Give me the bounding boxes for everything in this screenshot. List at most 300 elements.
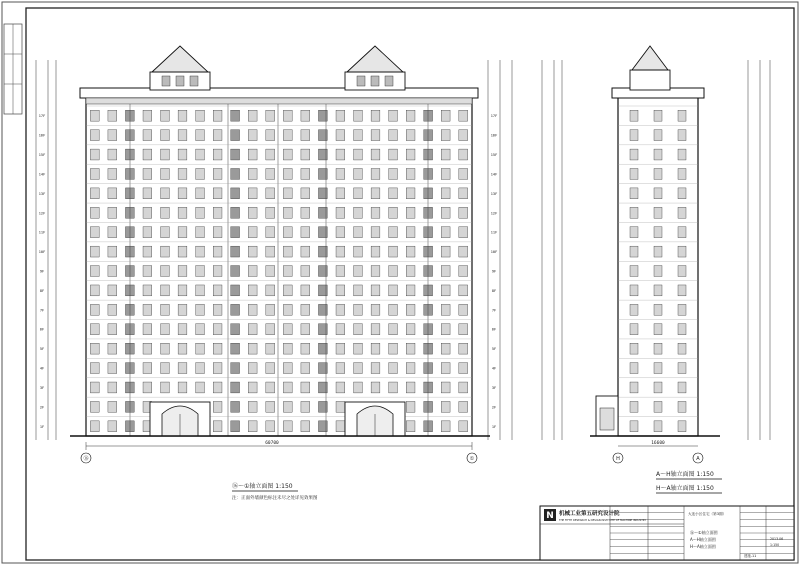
window [90,110,99,121]
floor-label: 11F [38,230,46,235]
window [441,188,450,199]
window [196,343,205,354]
window [678,246,686,257]
window [441,285,450,296]
window [178,363,187,374]
front-roof-tower-left [150,46,210,90]
window [143,363,152,374]
floor-label: 5F [39,347,45,352]
window [266,207,275,218]
window [678,363,686,374]
window [459,304,468,315]
window [336,382,345,393]
window [354,110,363,121]
window [441,149,450,160]
window [213,304,222,315]
window [654,246,662,257]
window [441,207,450,218]
window [336,421,345,432]
window [441,227,450,238]
window [630,266,638,277]
window [108,266,117,277]
window [354,227,363,238]
floor-label: 14F [490,172,498,177]
drawing-number: 建施-11 [744,554,757,558]
window [354,188,363,199]
window [108,169,117,180]
window [266,401,275,412]
window [336,110,345,121]
window [283,169,292,180]
window [143,207,152,218]
window [678,285,686,296]
window [371,188,380,199]
front-axis-left-label: ⑯ [83,456,89,462]
window [301,285,310,296]
window [283,343,292,354]
window [354,169,363,180]
window [630,421,638,432]
window [459,188,468,199]
window [178,343,187,354]
window [459,382,468,393]
window [178,382,187,393]
window [371,382,380,393]
window [90,227,99,238]
window [108,227,117,238]
window [213,266,222,277]
window [161,382,170,393]
window [441,382,450,393]
window [354,304,363,315]
window [441,169,450,180]
window [630,110,638,121]
window [654,266,662,277]
window [678,324,686,335]
window [301,227,310,238]
window [301,246,310,257]
window [678,304,686,315]
window [283,149,292,160]
window [248,149,257,160]
window [630,401,638,412]
window [213,149,222,160]
front-axis-right-label: ① [469,456,475,462]
window [354,207,363,218]
window [213,169,222,180]
window [90,401,99,412]
floor-label: 8F [491,288,497,293]
window [161,304,170,315]
window [90,363,99,374]
window [406,266,415,277]
front-axis-bubble-right [467,453,477,463]
window [196,363,205,374]
window [248,188,257,199]
window [371,304,380,315]
window [301,382,310,393]
front-roof-parapet [80,88,478,98]
side-axis-h-label: H [616,456,620,462]
floor-label: 13F [490,191,498,196]
window [108,207,117,218]
window [248,169,257,180]
window [354,149,363,160]
window [266,169,275,180]
window [371,227,380,238]
window [678,188,686,199]
window [283,401,292,412]
window [678,207,686,218]
floor-label: 2F [39,405,45,410]
window [441,130,450,141]
floor-label: 12F [490,211,498,216]
side-roof-tower [630,46,670,90]
window [90,285,99,296]
floor-label: 7F [491,308,497,313]
window [108,421,117,432]
window [336,266,345,277]
window [654,207,662,218]
window [161,266,170,277]
window [266,304,275,315]
window [654,363,662,374]
window [213,130,222,141]
window [301,324,310,335]
window [336,343,345,354]
window [283,110,292,121]
window [283,266,292,277]
window [301,169,310,180]
window [196,266,205,277]
window [108,401,117,412]
window [406,227,415,238]
window [196,285,205,296]
window [213,382,222,393]
floor-label: 6F [491,327,497,332]
window [143,246,152,257]
window [354,363,363,374]
window [196,304,205,315]
floor-label: 5F [491,347,497,352]
window [213,110,222,121]
window [371,285,380,296]
front-elevation-title: ⑯～①轴立面图 1:150 [232,483,293,490]
window [354,382,363,393]
window [678,421,686,432]
window [441,266,450,277]
window [248,401,257,412]
window [143,324,152,335]
window [143,149,152,160]
window [336,207,345,218]
window [161,227,170,238]
window [178,110,187,121]
window [459,401,468,412]
window [143,169,152,180]
window [371,343,380,354]
window [459,421,468,432]
window [161,246,170,257]
window [231,324,240,335]
window [630,207,638,218]
window [161,285,170,296]
side-left-level-scale [542,60,562,440]
window [213,421,222,432]
window [231,207,240,218]
window [143,130,152,141]
floor-label: 8F [39,288,45,293]
window [371,266,380,277]
window [161,149,170,160]
window [248,304,257,315]
window [354,130,363,141]
window [213,401,222,412]
window [389,149,398,160]
drawing-name-3: H～A轴立面图 [690,544,716,549]
window [108,324,117,335]
window [90,207,99,218]
window [654,382,662,393]
window [406,285,415,296]
window [161,324,170,335]
window [406,246,415,257]
window [178,304,187,315]
window [336,363,345,374]
window [630,324,638,335]
window [161,110,170,121]
window [630,188,638,199]
window [406,363,415,374]
window [196,169,205,180]
window [266,227,275,238]
window [441,304,450,315]
window [459,149,468,160]
window [90,130,99,141]
window [196,207,205,218]
window [108,188,117,199]
window [441,363,450,374]
window [248,343,257,354]
window [90,188,99,199]
window [654,343,662,354]
window [231,149,240,160]
window [161,363,170,374]
window [371,169,380,180]
window [301,266,310,277]
window [108,363,117,374]
window [678,343,686,354]
window [231,343,240,354]
window [630,343,638,354]
floor-label: 11F [490,230,498,235]
window [231,421,240,432]
window [336,246,345,257]
window [90,382,99,393]
floor-label: 14F [38,172,46,177]
window [266,324,275,335]
window [248,421,257,432]
side-axis-bubble-a [693,453,703,463]
window [301,421,310,432]
window [213,324,222,335]
floor-label: 7F [39,308,45,313]
window [196,149,205,160]
window [654,169,662,180]
window [459,285,468,296]
window [630,130,638,141]
window [459,207,468,218]
window [248,110,257,121]
window [248,266,257,277]
window [630,246,638,257]
window [178,169,187,180]
window [178,324,187,335]
window [283,207,292,218]
side-elevation [542,46,770,493]
window [231,188,240,199]
side-width-label: 16600 [651,441,665,446]
window [678,382,686,393]
window [389,382,398,393]
window [354,285,363,296]
side-width-dimension [618,440,698,446]
window [459,363,468,374]
floor-label: 2F [491,405,497,410]
window [143,266,152,277]
window [406,421,415,432]
window [266,285,275,296]
window [283,246,292,257]
side-elevation-title-1: A～H轴立面图 1:150 [656,471,714,478]
floor-label: 1F [39,424,45,429]
window [459,169,468,180]
window [354,266,363,277]
window [371,207,380,218]
window [231,227,240,238]
window [108,246,117,257]
window [336,149,345,160]
window [389,227,398,238]
window [301,401,310,412]
window [213,285,222,296]
window [654,285,662,296]
floor-label: 10F [38,250,46,255]
window [266,130,275,141]
window [196,324,205,335]
window [178,246,187,257]
window [90,266,99,277]
window [108,304,117,315]
window [459,266,468,277]
window [406,188,415,199]
window [266,110,275,121]
window [301,149,310,160]
window [143,188,152,199]
side-axis-a-label: A [696,456,700,462]
window [654,421,662,432]
window [90,343,99,354]
window [248,207,257,218]
window [283,382,292,393]
window [283,227,292,238]
front-entrance-right [345,402,405,436]
window [283,324,292,335]
project-name: 大连小区住宅（第3期） [688,512,727,516]
floor-label: 1F [491,424,497,429]
window [178,207,187,218]
window [196,110,205,121]
front-cornice [86,98,472,104]
window [178,285,187,296]
window [459,130,468,141]
window [336,401,345,412]
window [654,227,662,238]
window [441,324,450,335]
window [441,110,450,121]
window [654,110,662,121]
window [231,382,240,393]
window [406,304,415,315]
window [354,343,363,354]
window [143,227,152,238]
window [90,421,99,432]
window [389,130,398,141]
window [161,130,170,141]
floor-label: 17F [38,114,46,119]
window [371,246,380,257]
floor-label: 12F [38,211,46,216]
front-entrance-left [150,402,210,436]
window [459,227,468,238]
window [371,324,380,335]
window [389,110,398,121]
window [178,149,187,160]
window [336,227,345,238]
window [283,421,292,432]
window [389,246,398,257]
window [406,401,415,412]
window [678,227,686,238]
window [336,169,345,180]
window [389,324,398,335]
window [301,188,310,199]
window [178,227,187,238]
window [231,130,240,141]
window [406,382,415,393]
window [248,227,257,238]
window [371,363,380,374]
window [231,266,240,277]
window [266,266,275,277]
side-right-level-scale [748,60,770,440]
window [336,188,345,199]
window [336,324,345,335]
company-name-cn: 机械工业第五研究设计院 [559,511,620,517]
front-axis-bubble-left [81,453,91,463]
window [213,227,222,238]
window [231,110,240,121]
window [231,304,240,315]
window [406,324,415,335]
window [213,343,222,354]
window [371,130,380,141]
window [266,421,275,432]
floor-label: 17F [490,114,498,119]
window [654,130,662,141]
window [178,188,187,199]
window [143,304,152,315]
